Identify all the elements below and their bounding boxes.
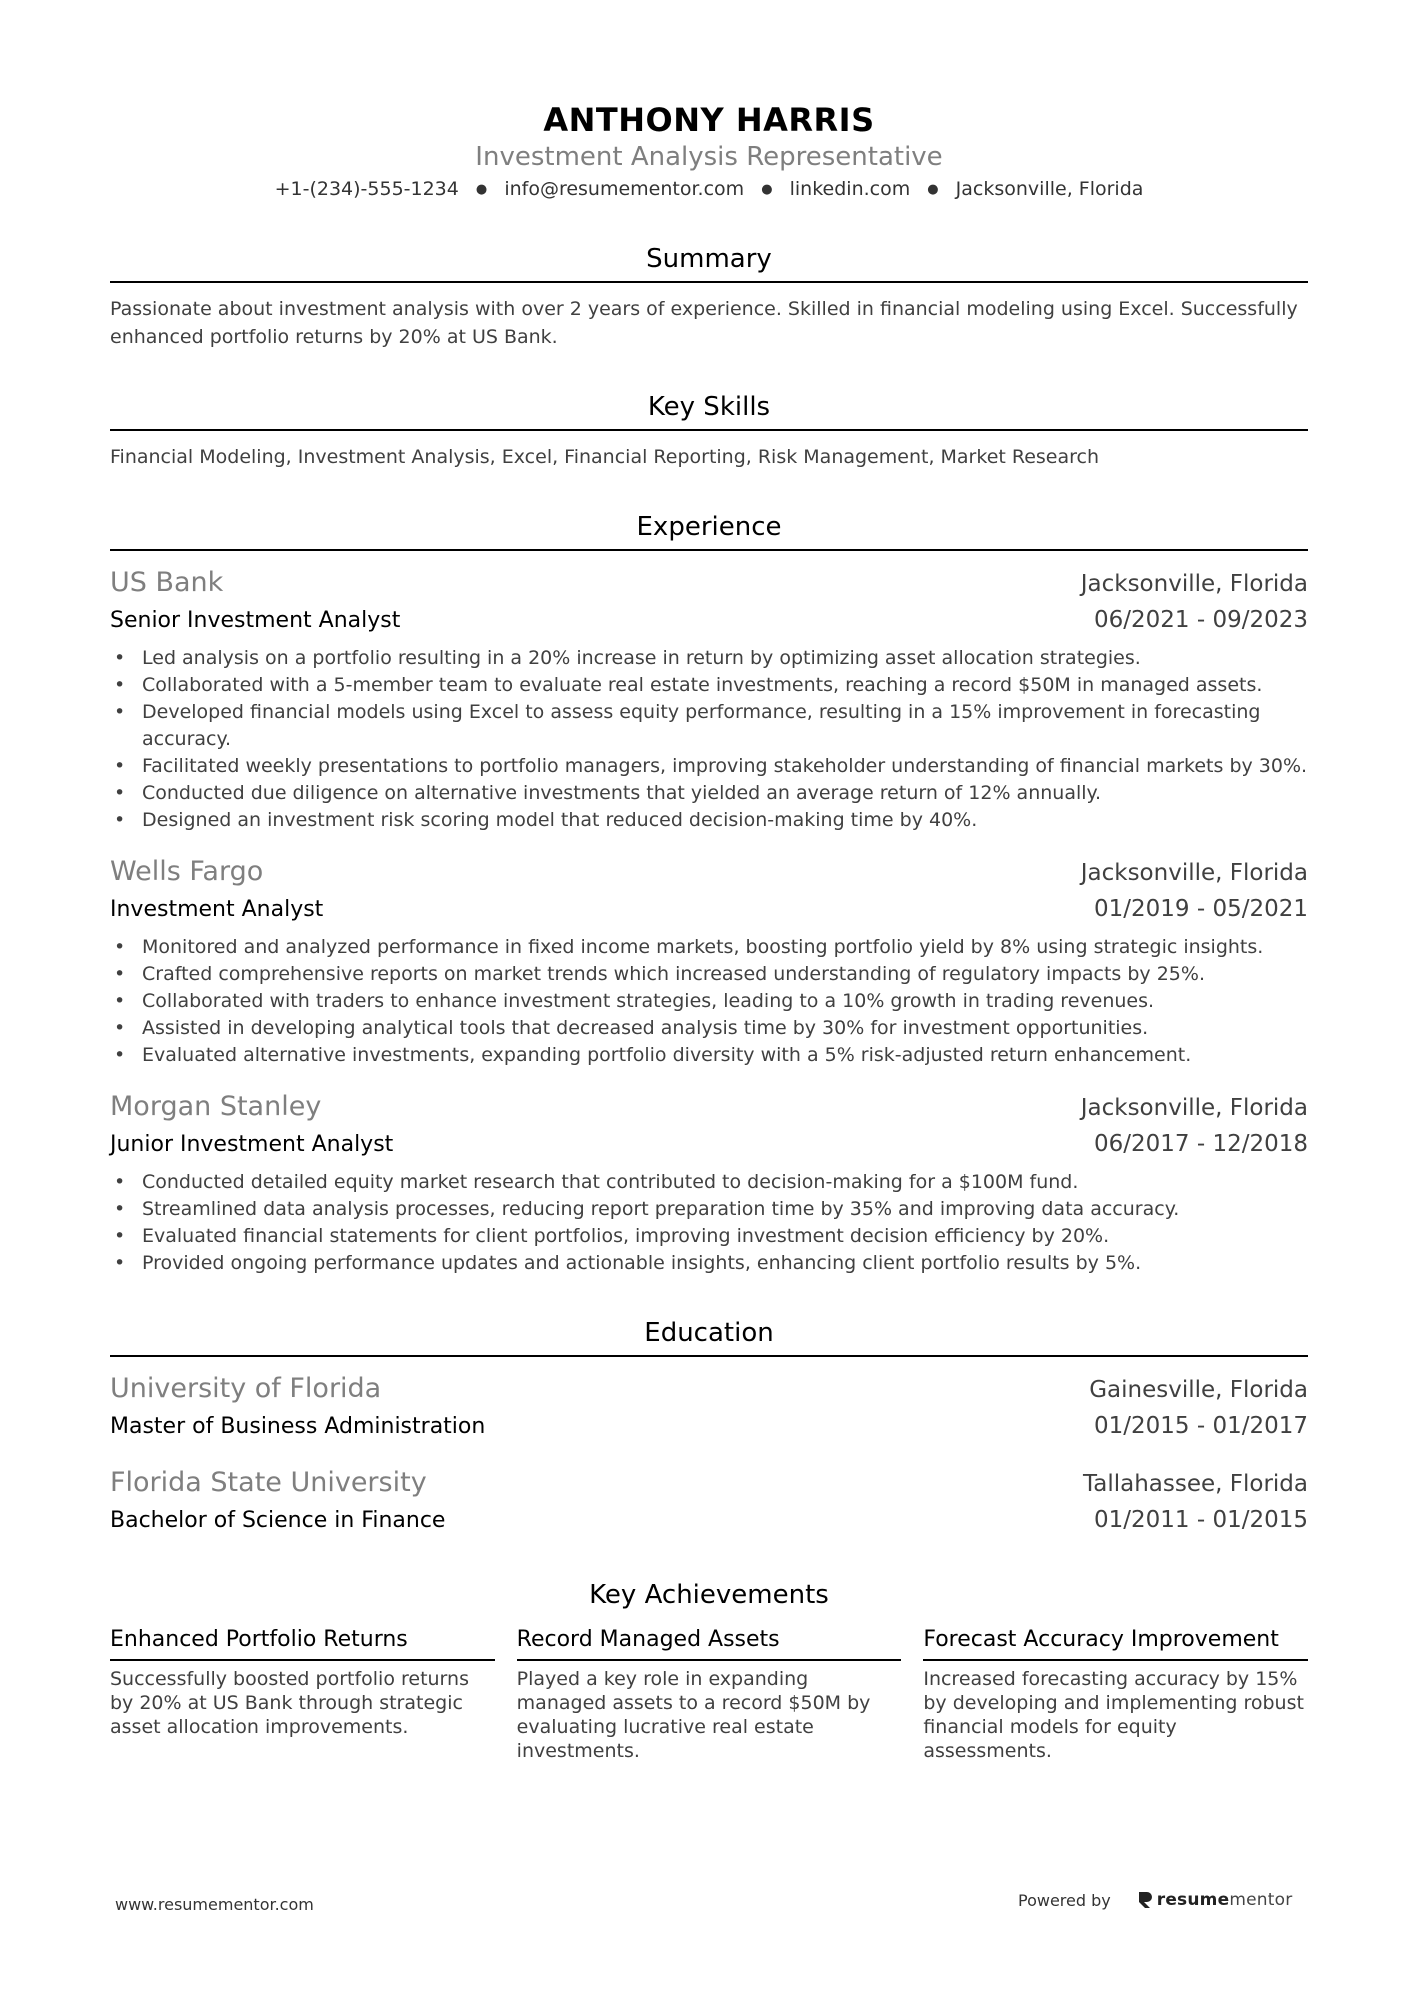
- powered-by-label: Powered by: [1018, 1890, 1111, 1910]
- degree: Master of Business Administration: [110, 1413, 486, 1439]
- bullet-item: • Conducted detailed equity market research that contributed to decision-making for a $100M fund.: [110, 1169, 1308, 1196]
- brand-name-light: mentor: [1229, 1890, 1293, 1910]
- contact-separator: ●: [761, 181, 773, 197]
- education-dates: 01/2011 - 01/2015: [1093, 1506, 1308, 1533]
- bullet-item: • Crafted comprehensive reports on market trends which increased understanding of regulatory impacts by 25%.: [110, 961, 1308, 988]
- education-entry: [110, 1465, 1308, 1539]
- experience-section: [110, 509, 1308, 1277]
- section-heading: Key Skills: [110, 389, 1308, 431]
- skills-section: [110, 389, 1308, 471]
- job-entry: [110, 1089, 1308, 1277]
- education-entry: [110, 1371, 1308, 1445]
- contact-email[interactable]: info@resumementor.com: [504, 178, 745, 200]
- section-heading: Key Achievements: [589, 1579, 829, 1610]
- achievement-description: Played a key role in expanding managed assets to a record $50M by evaluating lucrative real estate investments.: [516, 1667, 871, 1762]
- bullet-item: • Developed financial models using Excel to assess equity performance, resulting in a 15% improvement in forecasting accuracy.: [110, 699, 1308, 753]
- section-heading: Experience: [110, 509, 1308, 551]
- education-dates: 01/2015 - 01/2017: [1093, 1412, 1308, 1439]
- job-bullets: [110, 1169, 1308, 1277]
- contact-linkedin[interactable]: linkedin.com: [789, 178, 911, 200]
- achievement-title: Forecast Accuracy Improvement: [923, 1623, 1308, 1661]
- education-section: [110, 1315, 1308, 1539]
- bullet-item: • Assisted in developing analytical tools that decreased analysis time by 30% for investment opportunities.: [110, 1015, 1308, 1042]
- job-title: Junior Investment Analyst: [110, 1131, 394, 1157]
- achievement-item: [517, 1623, 902, 1763]
- job-location: Jacksonville, Florida: [1080, 570, 1308, 597]
- bullet-item: • Collaborated with traders to enhance investment strategies, leading to a 10% growth in trading revenues.: [110, 988, 1308, 1015]
- school-name: University of Florida: [110, 1372, 382, 1404]
- skills-text: Financial Modeling, Investment Analysis, Excel, Financial Reporting, Risk Management, Market Research: [110, 445, 1100, 468]
- achievement-item: [110, 1623, 495, 1763]
- achievement-description: Increased forecasting accuracy by 15% by developing and implementing robust financial models for equity assessments.: [923, 1667, 1304, 1762]
- school-name: Florida State University: [110, 1466, 427, 1498]
- job-entry: [110, 854, 1308, 1069]
- candidate-role: Investment Analysis Representative: [475, 142, 943, 172]
- company-name: US Bank: [110, 566, 224, 598]
- bullet-item: • Collaborated with a 5-member team to evaluate real estate investments, reaching a record $50M in managed assets.: [110, 672, 1308, 699]
- job-title: Senior Investment Analyst: [110, 607, 401, 633]
- job-entry: [110, 565, 1308, 834]
- brand-name-bold: resume: [1156, 1890, 1230, 1910]
- job-dates: 06/2021 - 09/2023: [1093, 606, 1308, 633]
- section-heading: Summary: [110, 241, 1308, 283]
- achievement-description: Successfully boosted portfolio returns by 20% at US Bank through strategic asset allocation improvements.: [110, 1667, 469, 1738]
- job-dates: 06/2017 - 12/2018: [1093, 1130, 1308, 1157]
- contact-line: [110, 174, 1308, 205]
- bullet-item: • Provided ongoing performance updates and actionable insights, enhancing client portfolio results by 5%.: [110, 1250, 1308, 1277]
- summary-text: Passionate about investment analysis with over 2 years of experience. Skilled in financial modeling using Excel. Successfully enhanced portfolio returns by 20% at US Bank.: [110, 297, 1298, 348]
- bullet-item: • Facilitated weekly presentations to portfolio managers, improving stakeholder understanding of financial markets by 30%.: [110, 753, 1308, 780]
- achievements-section: [110, 1577, 1308, 1763]
- job-title: Investment Analyst: [110, 896, 324, 922]
- company-name: Morgan Stanley: [110, 1090, 322, 1122]
- bullet-item: • Led analysis on a portfolio resulting in a 20% increase in return by optimizing asset allocation strategies.: [110, 645, 1308, 672]
- school-location: Tallahassee, Florida: [1082, 1470, 1308, 1497]
- contact-separator: ●: [475, 181, 488, 197]
- section-heading: Education: [110, 1315, 1308, 1357]
- job-location: Jacksonville, Florida: [1080, 859, 1308, 886]
- school-location: Gainesville, Florida: [1089, 1376, 1308, 1403]
- job-dates: 01/2019 - 05/2021: [1093, 895, 1308, 922]
- bullet-item: • Evaluated financial statements for client portfolios, improving investment decision efficiency by 20%.: [110, 1223, 1308, 1250]
- bullet-item: • Conducted due diligence on alternative investments that yielded an average return of 12% annually.: [110, 780, 1308, 807]
- candidate-name: ANTHONY HARRIS: [543, 101, 875, 139]
- footer-website[interactable]: www.resumementor.com: [115, 1895, 314, 1914]
- summary-section: [110, 241, 1308, 351]
- contact-phone: +1-(234)-555-1234: [274, 178, 459, 200]
- job-bullets: [110, 645, 1308, 834]
- brand-logo[interactable]: [1137, 1890, 1293, 1910]
- contact-separator: ●: [927, 181, 939, 197]
- company-name: Wells Fargo: [110, 855, 264, 887]
- resumementor-logo-icon: [1137, 1891, 1153, 1909]
- job-location: Jacksonville, Florida: [1080, 1094, 1308, 1121]
- bullet-item: • Designed an investment risk scoring model that reduced decision-making time by 40%.: [110, 807, 1308, 834]
- achievement-title: Enhanced Portfolio Returns: [110, 1623, 495, 1661]
- achievement-item: [923, 1623, 1308, 1763]
- achievements-grid: [110, 1623, 1308, 1763]
- bullet-item: • Evaluated alternative investments, expanding portfolio diversity with a 5% risk-adjusted return enhancement.: [110, 1042, 1308, 1069]
- degree: Bachelor of Science in Finance: [110, 1507, 446, 1533]
- achievement-title: Record Managed Assets: [517, 1623, 902, 1661]
- bullet-item: • Monitored and analyzed performance in fixed income markets, boosting portfolio yield by 8% using strategic insights.: [110, 934, 1308, 961]
- contact-location: Jacksonville, Florida: [955, 178, 1144, 200]
- job-bullets: [110, 934, 1308, 1069]
- resume-page: [110, 100, 1308, 1763]
- bullet-item: • Streamlined data analysis processes, reducing report preparation time by 35% and improving data accuracy.: [110, 1196, 1308, 1223]
- footer-branding: [1018, 1890, 1292, 1910]
